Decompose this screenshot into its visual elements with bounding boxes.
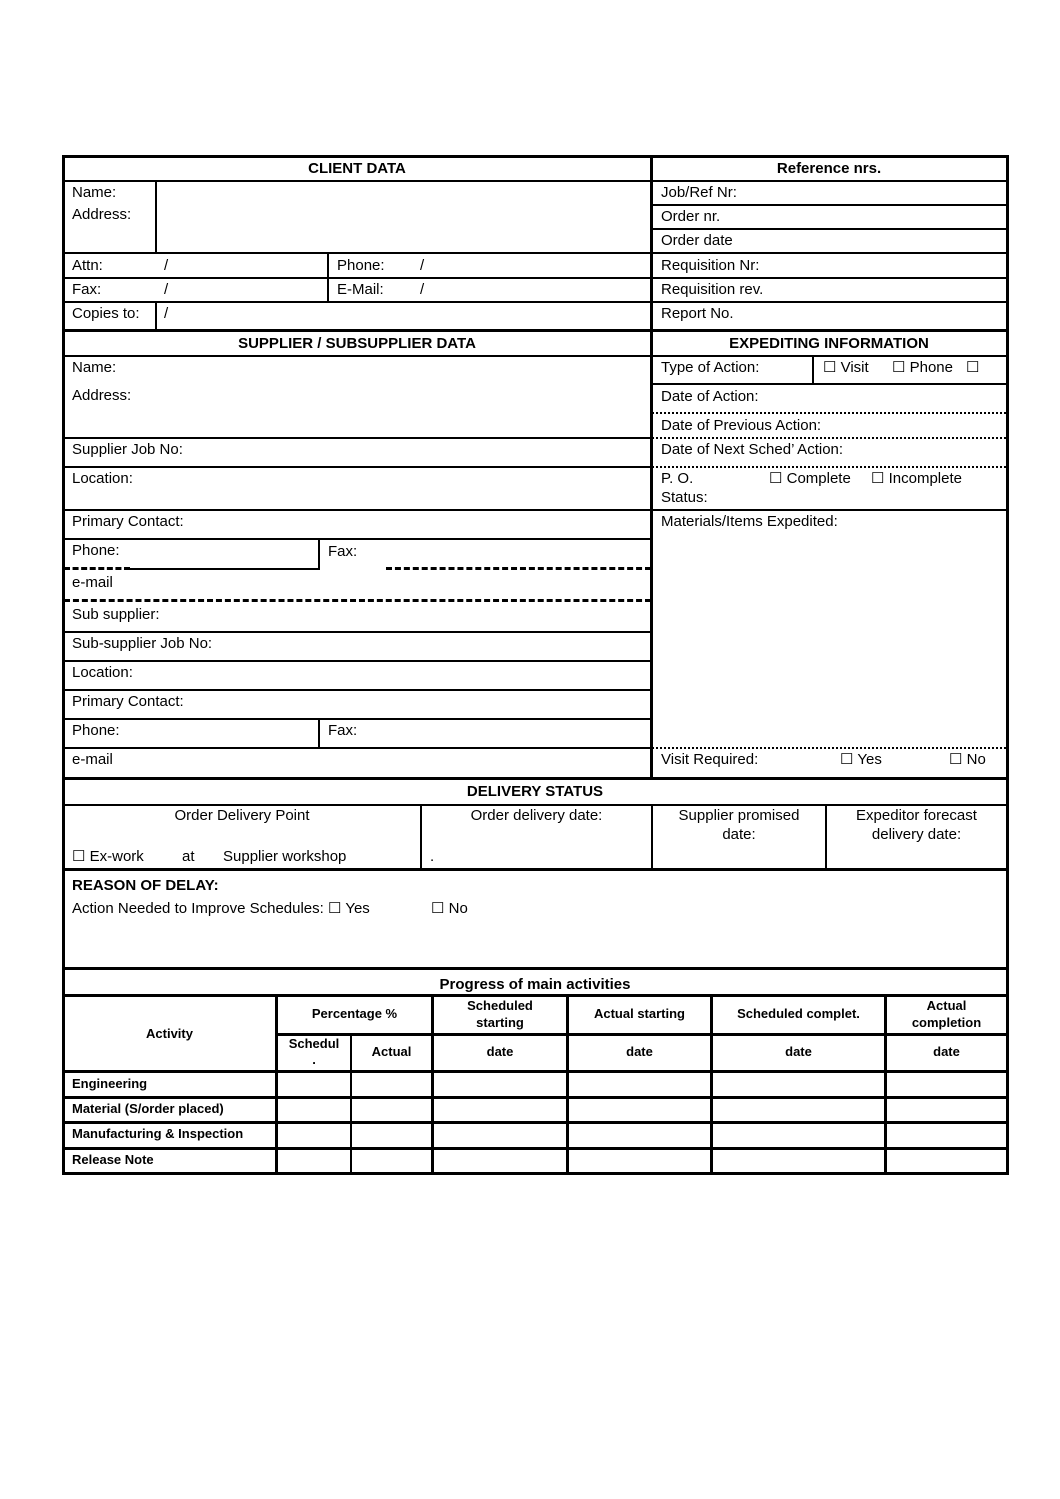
actual-starting-header: Actual starting bbox=[593, 1006, 685, 1021]
sub-phone-label: Phone: bbox=[72, 722, 120, 739]
order-delivery-date-dot: . bbox=[430, 848, 435, 865]
sub-location-line bbox=[64, 689, 651, 691]
supplier-email-label: e-mail bbox=[72, 574, 113, 591]
date-next-action-line bbox=[652, 466, 1006, 468]
sub-fax-label: Fax: bbox=[328, 722, 358, 739]
date-prev-action-label: Date of Previous Action: bbox=[661, 417, 822, 434]
supplier-job-no-label: Supplier Job No: bbox=[72, 441, 183, 458]
ref-job-label: Job/Ref Nr: bbox=[661, 184, 737, 201]
order-delivery-date-label: Order delivery date: bbox=[470, 807, 603, 824]
sub-location-label: Location: bbox=[72, 664, 133, 681]
type-of-action-divider bbox=[812, 356, 814, 384]
client-phone-label: Phone: bbox=[337, 257, 385, 274]
supplier-fax-divider bbox=[318, 539, 320, 570]
sub-job-no-label: Sub-supplier Job No: bbox=[72, 635, 213, 652]
activity-column-header: Activity bbox=[146, 1026, 193, 1041]
sub-email-label: e-mail bbox=[72, 751, 113, 768]
sched-starting-header-2: starting bbox=[476, 1015, 524, 1030]
date-of-action-label: Date of Action: bbox=[661, 388, 759, 405]
supplier-workshop-text: Supplier workshop bbox=[223, 848, 347, 865]
supplier-location-label: Location: bbox=[72, 470, 133, 487]
supplier-header: SUPPLIER / SUBSUPPLIER DATA bbox=[238, 335, 476, 352]
supplier-header-line bbox=[64, 355, 1006, 357]
progress-header-line bbox=[64, 994, 1006, 997]
expeditor-forecast-label-1: Expeditor forecast bbox=[856, 807, 977, 824]
date-next-action-label: Date of Next Sched’ Action: bbox=[661, 441, 844, 458]
supplier-promised-label-1: Supplier promised bbox=[678, 807, 800, 824]
po-label: P. O. bbox=[661, 470, 694, 487]
sub-job-line bbox=[64, 660, 651, 662]
ref-line-5 bbox=[652, 301, 1006, 303]
expediting-header: EXPEDITING INFORMATION bbox=[729, 335, 929, 352]
type-of-action-line bbox=[652, 383, 1006, 385]
actual-subheader: Actual bbox=[371, 1044, 412, 1059]
client-attn-slash: / bbox=[164, 257, 169, 274]
frame-bottom bbox=[62, 1172, 1008, 1175]
client-copies-slash: / bbox=[164, 305, 169, 322]
supplier-fax-label: Fax: bbox=[328, 543, 358, 560]
sched-starting-date-subheader: date bbox=[486, 1044, 514, 1059]
section-line-progress bbox=[64, 967, 1006, 970]
actual-completion-date-subheader: date bbox=[933, 1044, 960, 1059]
section-line-supplier bbox=[64, 329, 1006, 332]
complete-checkbox[interactable]: ☐ Complete bbox=[769, 470, 851, 487]
client-name-divider bbox=[155, 181, 157, 253]
client-attn-line bbox=[64, 277, 651, 279]
po-status-label: Status: bbox=[661, 489, 708, 506]
sched-complet-date-subheader: date bbox=[785, 1044, 812, 1059]
order-delivery-point-label: Order Delivery Point bbox=[174, 807, 310, 824]
ref-line-1 bbox=[652, 204, 1006, 206]
client-attn-label: Attn: bbox=[72, 257, 103, 274]
ref-order-nr-label: Order nr. bbox=[661, 208, 721, 225]
progress-row-line-3 bbox=[64, 1147, 1006, 1150]
supplier-contact-label: Primary Contact: bbox=[72, 513, 184, 530]
ref-order-date-label: Order date bbox=[661, 232, 733, 249]
ref-line-2 bbox=[652, 228, 1006, 230]
frame-left bbox=[62, 155, 65, 1175]
client-address-label: Address: bbox=[72, 206, 132, 223]
frame-right bbox=[1006, 155, 1009, 1175]
progress-head-bottom bbox=[64, 1070, 1006, 1073]
supplier-job-line bbox=[64, 466, 651, 468]
materials-expedited-label: Materials/Items Expedited: bbox=[661, 513, 838, 530]
schedul-subheader-dot: . bbox=[312, 1052, 316, 1067]
progress-row-line-2 bbox=[64, 1121, 1006, 1124]
action-needed-yes[interactable]: Action Needed to Improve Schedules: ☐ Yes bbox=[72, 900, 370, 917]
supplier-location-line bbox=[64, 509, 1006, 511]
incomplete-checkbox[interactable]: ☐ Incomplete bbox=[871, 470, 962, 487]
percentage-column-header: Percentage % bbox=[311, 1006, 398, 1021]
sub-contact-label: Primary Contact: bbox=[72, 693, 184, 710]
client-fax-slash: / bbox=[164, 281, 169, 298]
reference-header: Reference nrs. bbox=[776, 160, 882, 177]
date-prev-action-line bbox=[652, 437, 1006, 439]
exwork-at-text: at bbox=[182, 848, 195, 865]
ref-line-4 bbox=[652, 277, 1006, 279]
visit-checkbox[interactable]: ☐ Visit bbox=[823, 359, 869, 376]
client-email-slash: / bbox=[420, 281, 425, 298]
other-checkbox[interactable]: ☐ bbox=[966, 359, 980, 376]
exwork-checkbox[interactable]: ☐ Ex-work bbox=[72, 848, 144, 865]
sub-supplier-label: Sub supplier: bbox=[72, 606, 160, 623]
delivery-header-line bbox=[64, 804, 1006, 806]
actual-completion-header-2: completion bbox=[911, 1015, 982, 1030]
activity-row-material: Material (S/order placed) bbox=[72, 1101, 224, 1116]
client-fax-label: Fax: bbox=[72, 281, 102, 298]
client-fax-line bbox=[64, 301, 651, 303]
client-header-line bbox=[64, 180, 1006, 182]
expeditor-forecast-label-2: delivery date: bbox=[871, 826, 962, 843]
client-name-label: Name: bbox=[72, 184, 117, 201]
phone-checkbox[interactable]: ☐ Phone bbox=[892, 359, 953, 376]
activity-row-manufacturing: Manufacturing & Inspection bbox=[72, 1126, 244, 1141]
client-address-line bbox=[64, 252, 651, 254]
type-of-action-label: Type of Action: bbox=[661, 359, 760, 376]
ref-report-no-label: Report No. bbox=[661, 305, 734, 322]
supplier-email-dash bbox=[64, 599, 651, 602]
delivery-header: DELIVERY STATUS bbox=[466, 783, 604, 800]
ref-requisition-rev-label: Requisition rev. bbox=[661, 281, 764, 298]
progress-row-line-1 bbox=[64, 1096, 1006, 1099]
supplier-phone-label: Phone: bbox=[72, 542, 120, 559]
progress-header: Progress of main activities bbox=[439, 976, 631, 993]
supplier-promised-label-2: date: bbox=[722, 826, 756, 843]
sched-starting-header-1: Scheduled bbox=[467, 998, 533, 1013]
supplier-address-label: Address: bbox=[72, 387, 132, 404]
progress-subheader-line bbox=[277, 1033, 1006, 1036]
supplier-phone-dash-right bbox=[386, 567, 651, 570]
client-phone-slash: / bbox=[420, 257, 425, 274]
visit-required-label: Visit Required: bbox=[661, 751, 759, 768]
visit-no-checkbox[interactable]: ☐ No bbox=[949, 751, 986, 768]
actual-completion-header-1: Actual bbox=[926, 998, 967, 1013]
date-of-action-line bbox=[652, 412, 1006, 414]
supplier-name-label: Name: bbox=[72, 359, 117, 376]
section-line-delivery bbox=[64, 777, 1006, 780]
reason-of-delay-title: REASON OF DELAY: bbox=[72, 877, 219, 894]
activity-row-engineering: Engineering bbox=[72, 1076, 148, 1091]
sched-complet-header: Scheduled complet. bbox=[737, 1006, 860, 1021]
supplier-address-line bbox=[64, 437, 651, 439]
supplier-contact-line bbox=[64, 538, 651, 540]
actual-starting-date-subheader: date bbox=[626, 1044, 653, 1059]
ref-requisition-nr-label: Requisition Nr: bbox=[661, 257, 760, 274]
sub-supplier-line bbox=[64, 631, 651, 633]
client-email-label: E-Mail: bbox=[337, 281, 384, 298]
section-line-delay bbox=[64, 868, 1006, 871]
action-needed-no[interactable]: ☐ No bbox=[431, 900, 468, 917]
sub-fax-divider bbox=[318, 719, 320, 748]
visit-required-line bbox=[652, 747, 1006, 749]
supplier-phone-dash-left bbox=[64, 567, 130, 570]
client-copies-label: Copies to: bbox=[72, 305, 140, 322]
client-data-header: CLIENT DATA bbox=[308, 160, 406, 177]
sub-contact-line bbox=[64, 718, 651, 720]
supplier-phone-line bbox=[130, 568, 319, 570]
frame-top bbox=[62, 155, 1008, 158]
schedul-subheader: Schedul bbox=[288, 1036, 340, 1051]
sub-phone-line bbox=[64, 747, 651, 749]
visit-yes-checkbox[interactable]: ☐ Yes bbox=[840, 751, 882, 768]
client-copies-divider bbox=[155, 302, 157, 329]
ref-line-3 bbox=[652, 252, 1006, 254]
activity-row-release-note: Release Note bbox=[72, 1152, 154, 1167]
